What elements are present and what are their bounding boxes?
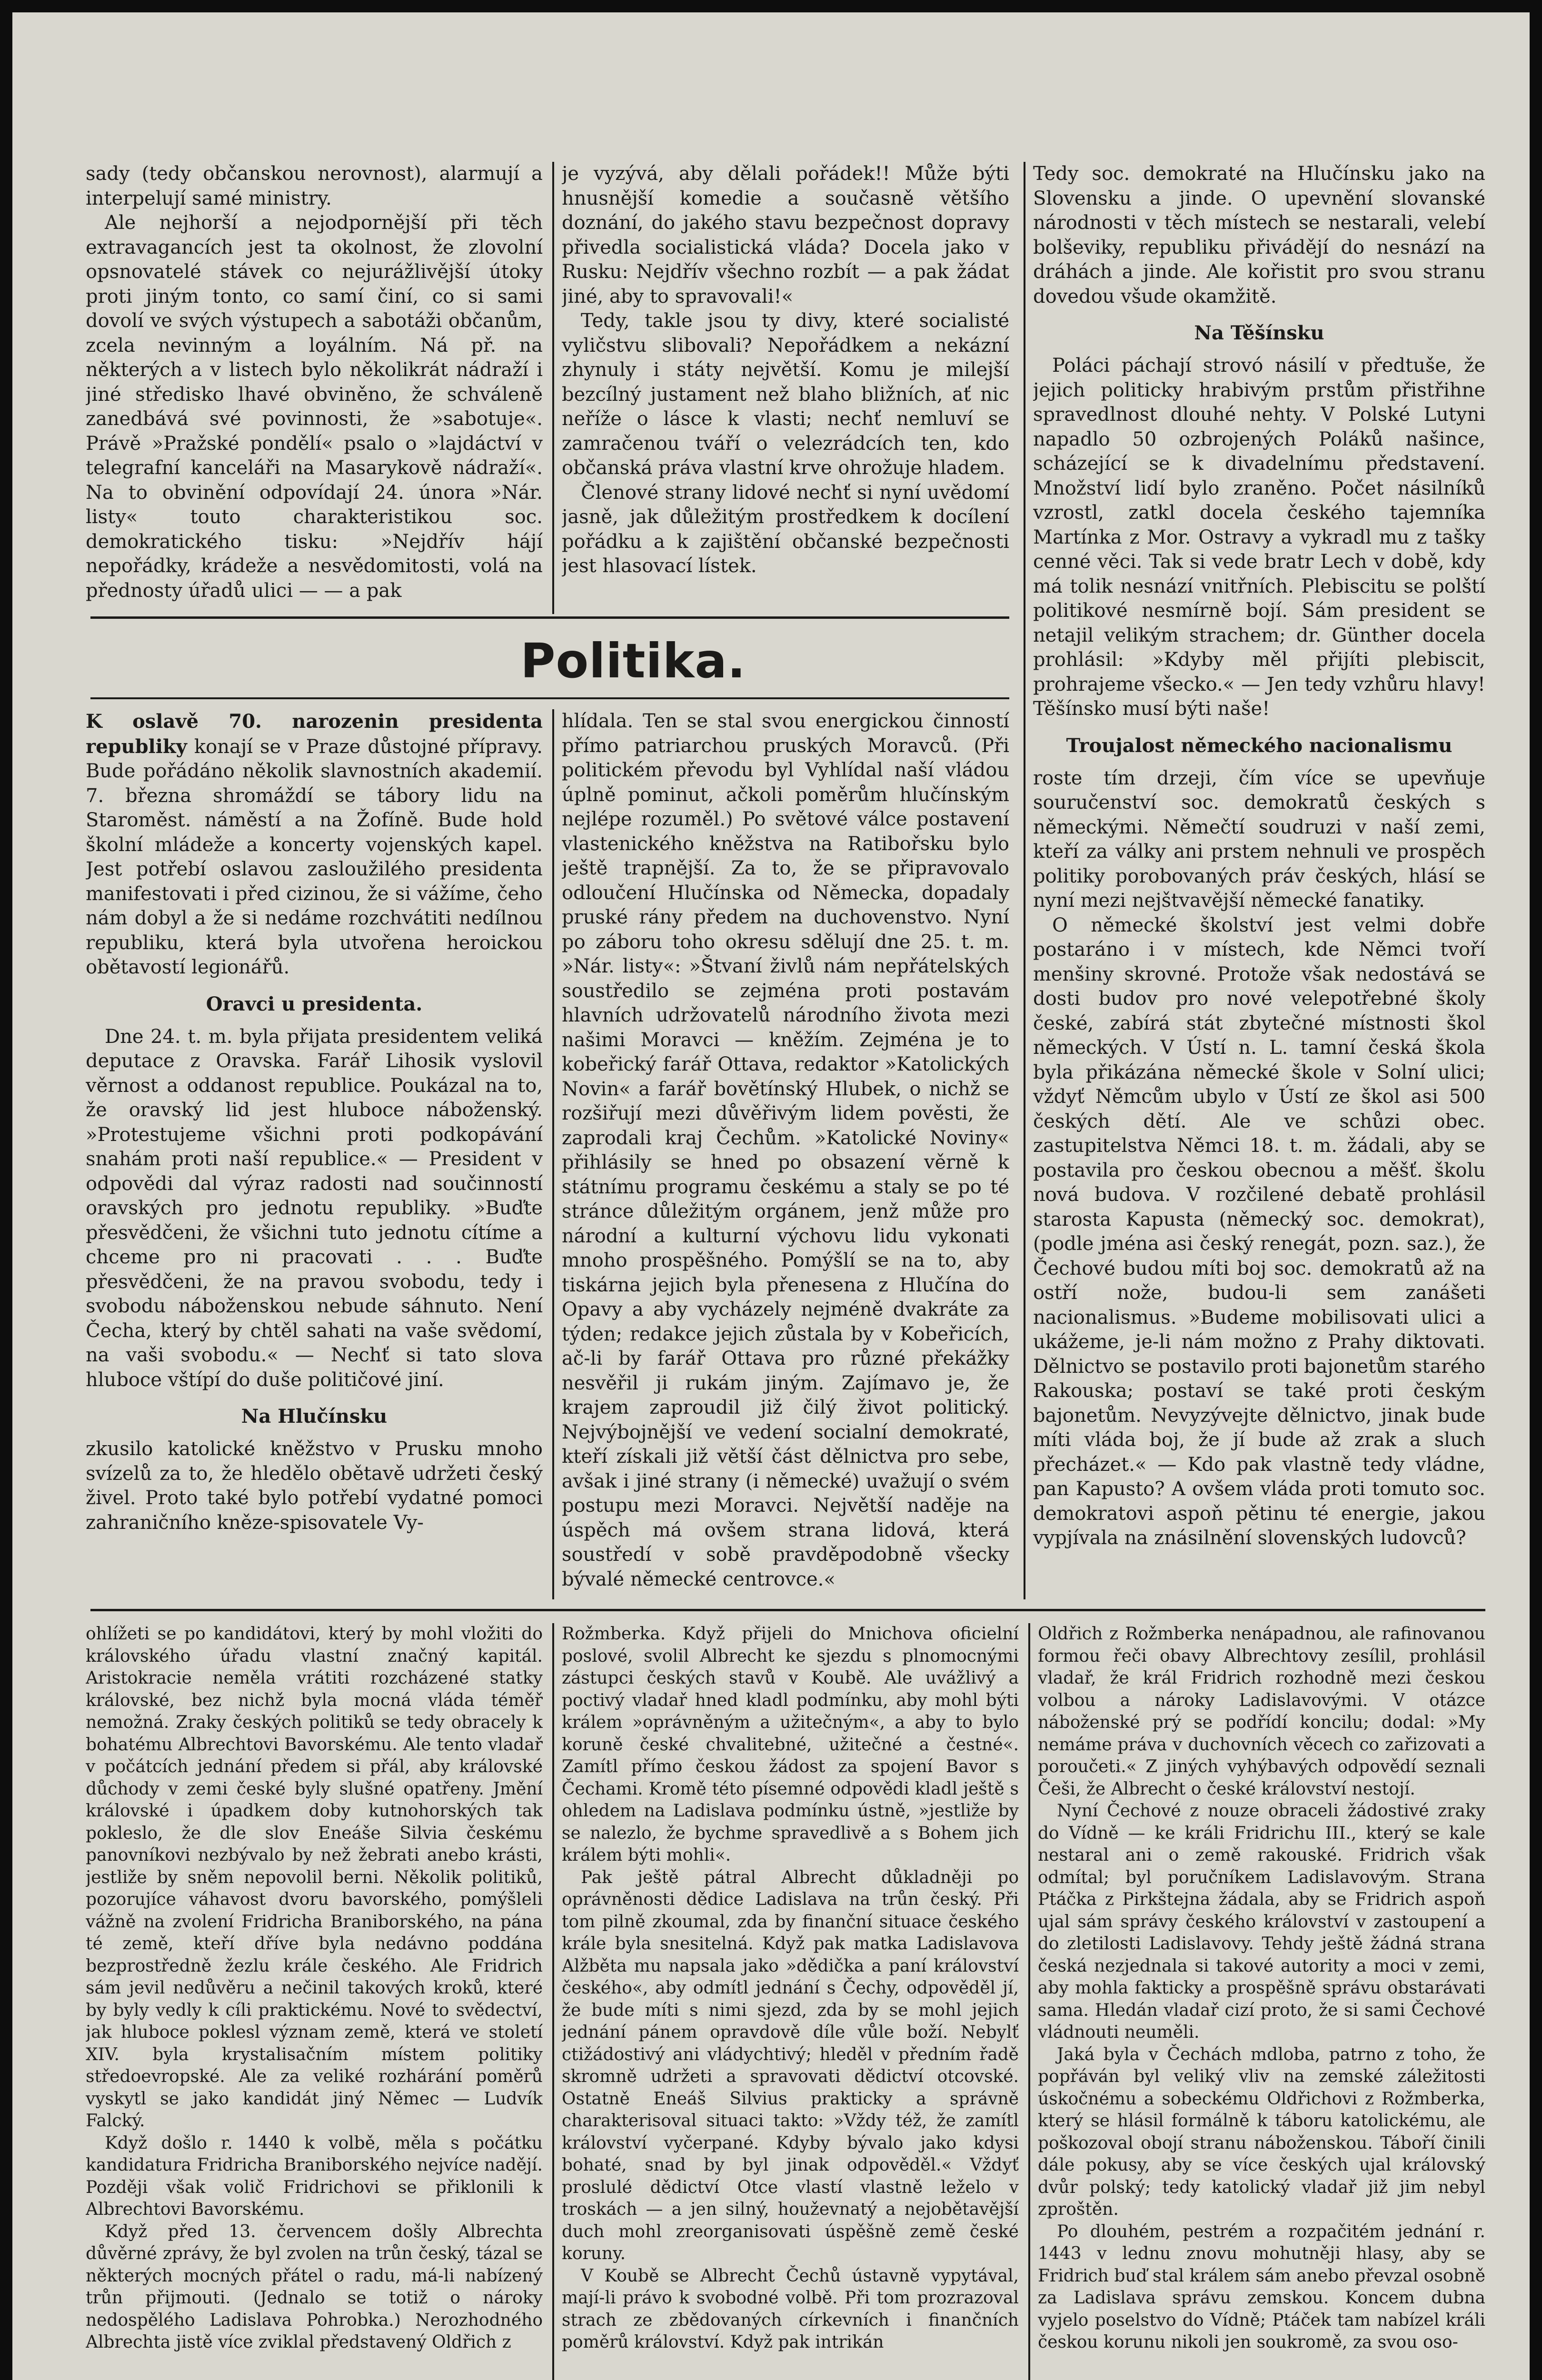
top-col3-para-1: Tedy soc. demokraté na Hlučínsku jako na Slovensku a jinde. O upevnění slovanské národnosti v těch místech se nestarali, velebí bolševiky, republiku přivádějí do nesnází na dráhách a jinde. Ale kořistit pro svou stranu dovedou všude okamžitě. [1033,163,1485,307]
section-title: Politika. [520,633,746,689]
newspaper-page [57,133,1490,2380]
heading-tesinsko: Na Těšínsku [1194,322,1324,344]
top-separator [90,616,1009,619]
history-col1-para-3: Když před 13. červencem došly Albrechta důvěrné zprávy, že byl zvolen na trůn český, tázal se některých mocných přátel o radu, má-li nabízený trůn přijmouti. (Jednalo se totiž o nároky nedospělého Ladislava Pohrobka.) Nerozhodného Albrechta jistě více zviklal představený Oldřich z [86,2221,543,2352]
top-col2-para-1: je vyzývá, aby dělali pořádek!! Může býti hnusnější komedie a současně většího doznání, do jakého stavu bezpečnost dopravy přivedla socialistická vláda? Docela jako v Rusku: Nejdřív všechno rozbít — a pak žádat jiné, aby to spravovali!« [562,163,1009,307]
history-separator [90,1609,1485,1611]
top-col1-para-2: Ale nejhorší a nejodpornější při těch extravagancích jest ta okolnost, že zlovolní opsnovatelé stávek co nejurážlivější útoky proti jiným tonto, co samí činí, co si sami dovolí ve svých výstupech a sabotáži občanům, zcela nevinným a loyálním. Ná př. na některých a v listech bylo několikrát nádraží i jiné středisko lhavé obviněno, že schváleně zanedbává své povinnosti, že »sabotuje«. Právě »Pražské pondělí« psalo o »lajdáctví v telegrafní kanceláři na Masarykově nádraží«. Na to obvinění odpovídají 24. února »Nár. listy« touto charakteristikou soc. demokratického tisku: »Nejdřív hájí nepořádky, krádeže a nesvědomitosti, volá na přednosty úřadů ulici — — a pak [86,212,543,602]
politika-col-2 [562,709,1009,1599]
history-col3-para-1: Oldřich z Rožmberka nenápadnou, ale rafinovanou formou řeči obavy Albrechtovy zesílil, prohlásil vladař, že král Fridrich rozhodně mezi českou volbou a nároky Ladislavovými. V otázce náboženské prý se podřídí koncilu; dodal: »My nemáme práva v duchovních věcech co zařizovati a poroučeti.« Z jiných vyhýbavých odpovědí seznali Češi, že Albrecht o české království nestojí. [1038,1624,1485,1799]
politika-col-1 [86,709,543,1599]
top-col2-para-2: Tedy, takle jsou ty divy, které socialisté vyličstvu slibovali? Nepořádkem a nekázní zhynuly i státy největší. Komu je milejší bezcílný justament než blaho bližních, ať nic neříže o lásce k vlasti; nechť nemluví se zamračenou tváří o velezrádcích ten, kdo občanská práva vlastní krve ohrožuje hladem. [562,310,1009,479]
heading-nacionalismus: Troujalost německého nacionalismu [1066,734,1452,757]
history-col2-para-1: Rožmberka. Když přijeli do Mnichova oficielní poslové, svolil Albrecht ke sjezdu s plnomocnými zástupci českých stavů v Koubě. Ale uvážlivý a poctivý vladař hned kladl podmínku, aby mohl býti králem »oprávněným a užitečným«, a aby to bylo koruně české chvalitebné, užitečné a čestné«. Zamítl přímo českou žádost za spojení Bavor s Čechami. Kromě této písemné odpovědi kladl ještě s ohledem na Ladislava podmínku ústně, »jestliže by se nalezlo, že bychme spravedlivě a s Bohem jich králem býti mohli«. [562,1624,1019,1865]
history-col3-para-4: Po dlouhém, pestrém a rozpačitém jednání r. 1443 v lednu znovu mohutněji hlasy, aby se Fridrich buď stal králem sám anebo převzal osobně za Ladislava správu zemskou. Koncem dubna vyjelo poselstvo do Vídně; Ptáček tam nabízel králi českou korunu nikoli jen soukromě, za svou oso- [1038,2221,1485,2352]
politika-col1-text-1: konají se v Praze důstojné přípravy. Bude pořádáno několik slavnostních akademií. 7. března shromáždí se tábory lidu na Staroměst. náměstí a na Žofíně. Bude hold školní mládeže a koncerty vojenských kapel. Jest potřebí oslavou zasloužilého presidenta manifestovati i před cizinou, že si vážíme, čeho nám dobyl a že si nedáme rozchvátiti nedílnou republiku, která byla utvořena heroickou obětavostí legionářů. [86,735,543,978]
section-rule [90,697,1009,699]
history-col-3 [1038,1623,1485,2380]
top-col3-para-3: roste tím drzeji, čím více se upevňuje souručenství soc. demokratů českých s německými. Němečtí soudruzi v naší zemi, kteří za války ani prstem nehnuli ve prospěch politiky porobovaných práv českých, hlásí se nyní mezi nejštvavější německé fanatiky. [1033,767,1485,912]
history-col1-para-2: Když došlo r. 1440 k volbě, měla s počátku kandidatura Fridricha Braniborského nejvíce nadějí. Později však volič Fridrichovi se přiklonili k Albrechtovi Bavorskému. [86,2133,543,2219]
history-divider-1 [552,1623,554,2380]
top-col-1 [86,162,543,609]
top-col2-para-3: Členové strany lidové nechť si nyní uvědomí jasně, jak důležitým prostředkem k docílení pořádku a k zajištění občanské bezpečnosti jest hlasovací lístek. [562,481,1009,577]
heading-oravci: Oravci u presidenta. [206,992,423,1015]
politika-col1-para-3: zkusilo katolické kněžstvo v Prusku mnoho svízelů za to, že hledělo obětavě udržeti český živel. Proto také bylo potřebí vydatné pomoci zahraničního kněze-spisovatele Vy- [86,1438,543,1534]
kicker-oslava: K oslavě 70. narozenin presidenta republiky [86,710,543,758]
heading-hlucinsko: Na Hlučínsku [241,1405,388,1428]
politika-col1-para-2: Dne 24. t. m. byla přijata presidentem veliká deputace z Oravska. Farář Lihosik vyslovil věrnost a oddanost republice. Poukázal na to, že oravský lid jest hluboce náboženský. »Protestujeme všichni proti podkopávání snahám proti naší republice.« — President v odpovědi dal výraz radosti nad součinností oravských pro jednotu republiky. »Buďte přesvědčeni, že všichni tuto jednotu cítíme a chceme pro ni pracovati . . . Buďte přesvědčeni, že na pravou svobodu, tedy i svobodu náboženskou nebude sáhnuto. Není Čecha, který by chtěl sahati na vaše svědomí, na vaši svobodu.« — Nechť si tato slova hluboce vštípí do duše političové jiní. [86,1025,543,1391]
top-divider-1 [552,162,554,614]
top-col-3 [1033,162,1485,1599]
history-col-1 [86,1623,543,2380]
history-col2-para-3: V Koubě se Albrecht Čechů ústavně vypytával, mají-li právo k svobodné volbě. Při tom prozrazoval strach ze zbědovaných církevních i finančních poměrů království. Když pak intrikán [562,2266,1019,2352]
top-col-2 [562,162,1009,609]
top-col3-para-4: O německé školství jest velmi dobře postaráno i v místech, kde Němci tvoří menšiny skrovné. Protože však nedostává se dosti budov pro nové velepotřebné školy české, zabírá stát zbytečné místnosti škol německých. V Ústí n. L. tamní česká škola byla přikázána německé škole v Solní ulici; vždyť Němcům ubylo v Ústí ze škol asi 500 českých dětí. Ale ve schůzi obec. zastupitelstva Němci 18. t. m. žádali, aby se postavila pro českou obecnou a měšť. školu nová budova. V rozčilené debatě prohlásil starosta Kapusta (německý soc. demokrat), (podle jména asi český renegát, pozn. saz.), že Čechové budou míti boj soc. demokratů až na ostří nože, budou-li sem zanášeti nacionalismus. »Budeme mobilisovati ulici a ukážeme, je-li nám možno z Prahy diktovati. Dělnictvo se postavilo proti bajonetům starého Rakouska; postaví se také proti českým bajonetům. Nevyzývejte dělnictvo, jinak bude míti vláda boj, že jí bude až zrak a sluch přecházet.« — Kdo pak vlastně tedy vládne, pan Kapusto? A ovšem vláda proti tomuto soc. demokratovi aspoň pětinu té energie, jakou vypjívala na znásilnění slovenských ludovců? [1033,914,1485,1549]
top-col1-para-1: sady (tedy občanskou nerovnost), alarmují a interpelují samé ministry. [86,163,543,209]
history-col-2 [562,1623,1019,2380]
right-column-divider [1024,162,1025,1599]
politika-col2-para-1: hlídala. Ten se stal svou energickou činností přímo patriarchou pruských Moravců. (Při politickém převodu byl Vyhlídal naší vládou úplně pominut, ačkoli poměrům hlučínským nejlépe rozuměl.) Po světové válce postavení vlastenického kněžstva na Ratibořsku bylo ještě trapnější. Za to, že se připravovalo odloučení Hlučínska od Německa, dopadaly pruské rány předem na duchovenstvo. Nyní po záboru toho okresu sdělují dne 25. t. m. »Nár. listy«: »Štvaní živlů nám nepřátelských soustředilo se zejména proti postavám hlavních udržovatelů národního života mezi našimi Moravci — kněžím. Zejména je to kobeřický farář Ottava, redaktor »Katolických Novin« a farář bovětínský Hlubek, o nichž se rozšiřují mezi důvěřivým lidem pověsti, že zaprodali kraj Čechům. »Katolické Noviny« přihlásily se hned po obsazení věrně k státnímu programu českému a staly se po té stránce důležitým orgánem, jenž může pro národní a kulturní výchovu lidu vykonati mnoho prospěšného. Pomýšlí se na to, aby tiskárna jejich byla přenesena z Hlučína do Opavy a aby vycházely nejméně dvakráte za týden; redakce jejich zůstala by v Kobeřicích, ač-li by farář Ottava pro různé překážky nesvěřil ji rukám jiným. Zajímavo je, že krajem zaproudil již čilý život politický. Nejvýbojnější ve vedení socialní demokraté, kteří získali již větší část dělnictva pro sebe, avšak i jiné strany (i německé) uvažují o svém postupu mezi Moravci. Největší naděje na úspěch má ovšem strana lidová, která soustředí v sobě pravděpodobně všecky bývalé německé centrovce.« [562,710,1009,1590]
history-col3-para-3: Jaká byla v Čechách mdloba, patrno z toho, že popřáván byl veliký vliv na zemské záležitosti úskočnému a sobeckému Oldřichovi z Rožmberka, který se hlásil formálně k táboru katolickému, ale poškozoval obojí stranu náboženskou. Táboří činili dále pokusy, aby se více českých ujal královský dvůr polský; tedy katolický vladař již jim nebyl zproštěn. [1038,2044,1485,2219]
history-col2-para-2: Pak ještě pátral Albrecht důkladněji po oprávněnosti dědice Ladislava na trůn český. Při tom pilně zkoumal, zda by finanční situace českého krále byla snesitelná. Když pak matka Ladislavova Alžběta mu napsala jako »dědička a paní království českého«, aby odmítl jednání s Čechy, odpověděl jí, že bude míti s nimi sjezd, zda by se mohl jejich jednání pánem opravdově díle vůle boží. Nebylť ctižádostivý ani vládychtivý; hleděl v předním řadě skromně udržeti a spravovati dědictví otcovské. Ostatně Eneáš Silvius prakticky a správně charakterisoval situaci takto: »Vždy též, že zamítl království vyčerpané. Kdyby bývalo jako kdysi bohaté, snad by byl jinak odpověděl.« Vždyť proslulé dědictví Otce vlastí vlastně leželo v troskách — a jen silný, houževnatý a nejobětavější duch mohl zreorganisovati úspěšně země české koruny. [562,1867,1019,2263]
politika-col1-para-1 [86,709,543,980]
history-col3-para-2: Nyní Čechové z nouze obraceli žádostivé zraky do Vídně — ke králi Fridrichu III., který se kale nestaral ani o země rakouské. Fridrich však odmítal; byl poručníkem Ladislavovým. Strana Ptáčka z Pirkštejna žádala, aby se Fridrich aspoň ujal sám správy českého království v zastoupení a do zletilosti Ladislavovy. Tehdy ještě žádná strana česká nezjednala si takové autority a moci v zemi, aby mohla fakticky a prospěšně správu obstarávati sama. Hledán vladař cizí proto, že si sami Čechové vládnouti neuměli. [1038,1801,1485,2042]
history-col1-para-1: ohlížeti se po kandidátovi, který by mohl vložiti do královského úřadu vlastní značný kapitál. Aristokracie neměla vrátiti rozcházené statky královské, bez nichž byla mocná vláda téměř nemožná. Zraky českých politiků se tedy obracely k bohatému Albrechtovi Bavorskému. Ale tento vladař v počátcích jednání předem si přál, aby královské důchody v zemi české byly slušné opatřeny. Jmění královské i úpadkem doby kutnohorských tak pokleslo, že dle slov Eneáše Silvia českému panovníkovi nezbývalo by než žebrati anebo krásti, jestliže by sněm nepovolil berni. Několik politiků, pozorujíce váhavost dvoru bavorského, pomýšleli vážně na zvolení Fridricha Braniborského, na pána té země, kteří dříve byla nedávno poddána bezprostředně žezlu krále českého. Ale Fridrich sám jevil nedůvěru a nečinil takových kroků, které by byly vedly k cíli praktickému. Nové to svědectví, jak hluboce poklesl význam země, která ve století XIV. byla krystalisačním místem politiky středoevropské. Ale za veliké rozhárání poměrů vyskytl se jako kandidát jiný Němec — Ludvík Falcký. [86,1624,543,2131]
history-divider-2 [1028,1623,1030,2380]
politika-divider [552,709,554,1599]
top-col3-para-2: Poláci páchají strovó násilí v předtuše, že jejich politicky hrabivým prstům přistřihne spravedlnost dlouhé nehty. V Polské Lutyni napadlo 50 ozbrojených Poláků našince, scházející se k divadelnímu představení. Množství lidí bylo zraněno. Počet násilníků vzrostl, zatkl docela českého tajemníka Martínka z Mor. Ostravy a vykradl mu z tašky cenné věci. Tak si vede bratr Lech v době, kdy má tolik nesnází vnitřních. Plebiscitu se polští politikové nesmírně bojí. Sám president se netajil velikým strachem; dr. Günther docela prohlásil: »Kdyby měl přijíti plebiscit, prohrajeme všecko.« — Jen tedy vzhůru hlavy! Těšínsko musí býti naše! [1033,355,1485,720]
